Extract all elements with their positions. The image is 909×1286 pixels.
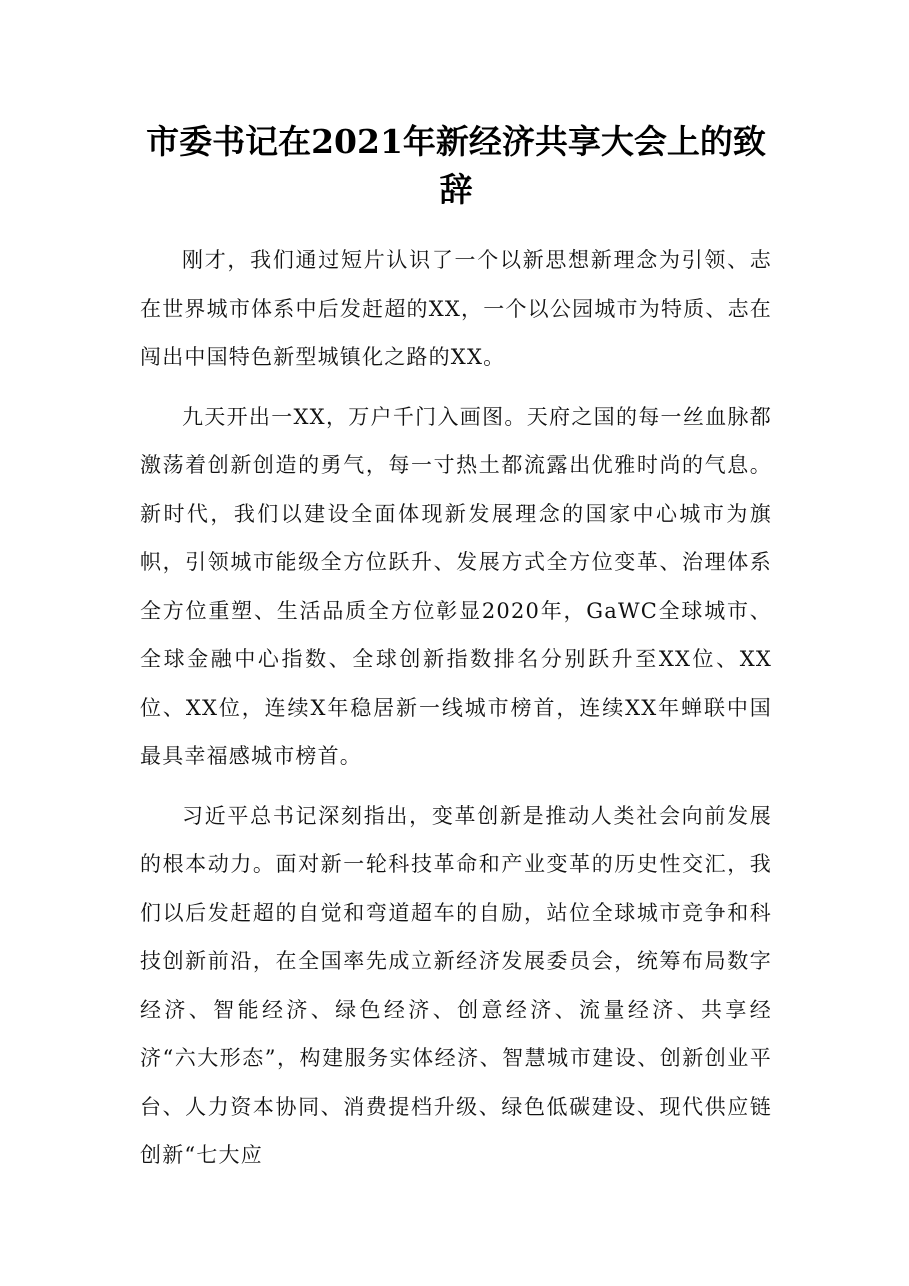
document-body xyxy=(140,236,772,1191)
paragraph-1: 刚才，我们通过短片认识了一个以新思想新理念为引领、志在世界城市体系中后发赶超的XX，一个以公园城市为特质、志在闯出中国特色新型城镇化之路的XX。 xyxy=(140,248,772,369)
document-title: 市委书记在2021年新经济共享大会上的致辞 xyxy=(146,122,766,209)
paragraph-3: 习近平总书记深刻指出，变革创新是推动人类社会向前发展的根本动力。面对新一轮科技革命和产业变革的历史性交汇，我们以后发赶超的自觉和弯道超车的自励，站位全球城市竞争和科技创新前沿，在全国率先成立新经济发展委员会，统筹布局数字经济、智能经济、绿色经济、创意经济、流量经济、共享经济“六大形态”，构建服务实体经济、智慧城市建设、创新创业平台、人力资本协同、消费提档升级、绿色低碳建设、现代供应链创新“七大应 xyxy=(140,803,772,1167)
paragraph-2: 九天开出一XX，万户千门入画图。天府之国的每一丝血脉都激荡着创新创造的勇气，每一寸热土都流露出优雅时尚的气息。新时代，我们以建设全面体现新发展理念的国家中心城市为旗帜，引领城市能级全方位跃升、发展方式全方位变革、治理体系全方位重塑、生活品质全方位彰显2020年，GaWC全球城市、全球金融中心指数、全球创新指数排名分别跃升至XX位、XX位、XX位，连续X年稳居新一线城市榜首，连续XX年蝉联中国最具幸福感城市榜首。 xyxy=(140,404,772,768)
